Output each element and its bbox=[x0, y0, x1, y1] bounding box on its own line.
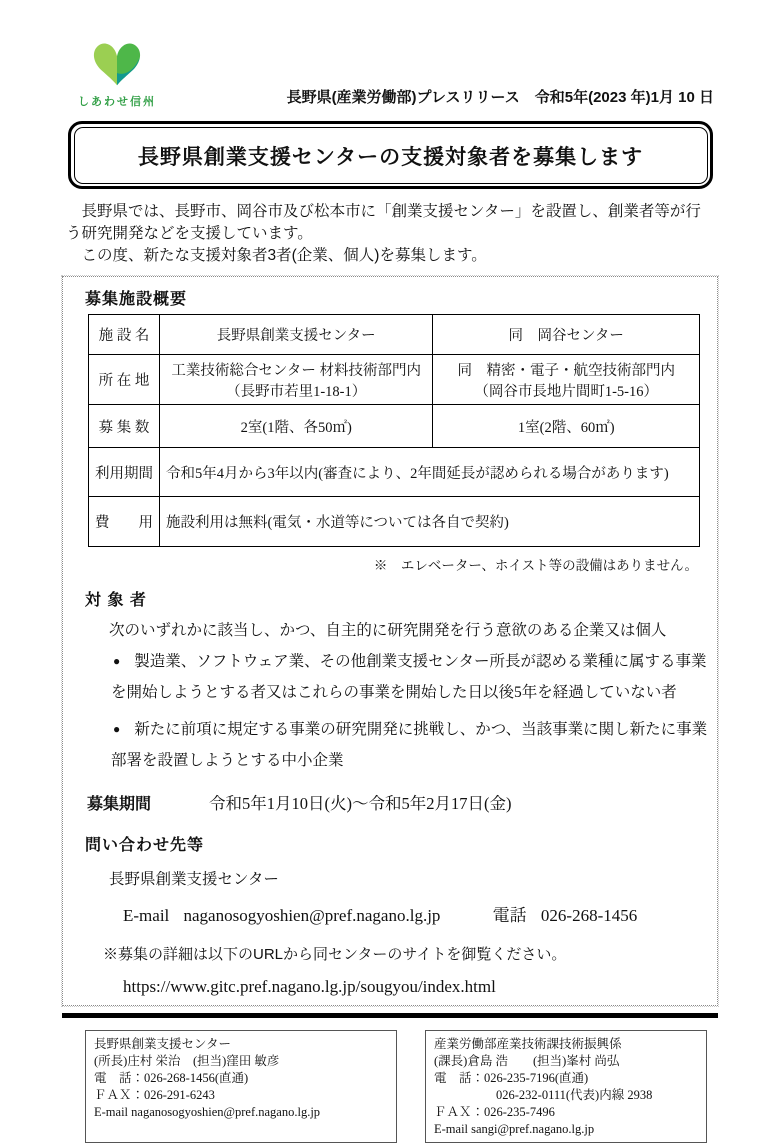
footer-right-org: 産業労働部産業技術課技術振興係 bbox=[434, 1036, 622, 1051]
page-title: 長野県創業支援センターの支援対象者を募集します bbox=[74, 127, 708, 184]
address-line: （岡谷市長地片間町1-5-16） bbox=[474, 383, 659, 400]
heart-leaf-icon bbox=[87, 36, 147, 92]
bullet-icon: ● bbox=[113, 722, 121, 737]
facility-table bbox=[88, 314, 700, 547]
target-bullet-1-text: 製造業、ソフトウェア業、その他創業支援センター所長が認める業種に属する事業を開始しようとする者又はこれらの事業を開始した日以後5年を経過していない者 bbox=[111, 653, 707, 702]
usage-term-value: 令和5年4月から3年以内(審査により、2年間延長が認められる場合があります) bbox=[160, 448, 700, 497]
tel-label: 電話 bbox=[492, 906, 527, 926]
email-address: naganosogyoshien@pref.nagano.lg.jp bbox=[183, 906, 441, 926]
intro-paragraph-2: この度、新たな支援対象者3者(企業、個人)を募集します。 bbox=[81, 247, 487, 265]
shiawase-shinshu-logo bbox=[74, 36, 160, 109]
address-line: 同 精密・電子・航空技術部門内 bbox=[457, 362, 675, 379]
nagano-center-address bbox=[160, 355, 433, 405]
table-row-cost bbox=[89, 497, 700, 547]
footer-left-fax: ＦＡＸ：026-291-6243 bbox=[94, 1087, 215, 1102]
footer-divider bbox=[62, 1013, 718, 1018]
table-row-address bbox=[89, 355, 700, 405]
target-bullet-2-text: 新たに前項に規定する事業の研究開発に挑戦し、かつ、当該事業に関し新たに事業部署を設置しようとする中小企業 bbox=[111, 721, 708, 770]
footer-box-sogyo-center bbox=[85, 1030, 397, 1143]
title-box bbox=[68, 121, 713, 189]
address-line: （長野市若里1-18-1） bbox=[226, 383, 367, 400]
footer-right-persons: (課長)倉島 浩 (担当)峯村 尚弘 bbox=[434, 1053, 620, 1068]
cost-value: 施設利用は無料(電気・水道等については各自で契約) bbox=[160, 497, 700, 547]
address-line: 工業技術総合センター 材料技術部門内 bbox=[171, 362, 421, 379]
nagano-center-name: 長野県創業支援センター bbox=[160, 315, 433, 355]
application-period-row bbox=[87, 790, 700, 814]
table-note: ※ エレベーター、ホイスト等の設備はありません。 bbox=[373, 558, 698, 574]
application-period-label: 募集期間 bbox=[87, 796, 152, 814]
row-label: 募 集 数 bbox=[89, 405, 160, 448]
target-bullet-1 bbox=[111, 646, 721, 708]
nagano-room-count: 2室(1階、各50㎡) bbox=[160, 405, 433, 448]
intro-paragraph-1: 長野県では、長野市、岡谷市及び松本市に「創業支援センター」を設置し、創業者等が行う研究開発などを支援しています。 bbox=[66, 203, 701, 243]
okaya-center-name: 同 岡谷センター bbox=[433, 315, 700, 355]
url-note: ※募集の詳細は以下のURLから同センターのサイトを御覧ください。 bbox=[103, 946, 567, 964]
contact-email-row bbox=[123, 901, 700, 926]
footer-right-fax: ＦＡＸ：026-235-7496 bbox=[434, 1104, 555, 1119]
press-release-dateline: 長野県(産業労働部)プレスリリース 令和5年(2023 年)1月 10 日 bbox=[286, 89, 714, 106]
footer-contact-boxes bbox=[0, 1030, 780, 1143]
target-lead: 次のいずれかに該当し、かつ、自主的に研究開発を行う意欲のある企業又は個人 bbox=[109, 622, 667, 640]
contact-organization: 長野県創業支援センター bbox=[109, 871, 279, 889]
footer-left-tel: 電 話：026-268-1456(直通) bbox=[94, 1070, 249, 1085]
okaya-center-address bbox=[433, 355, 700, 405]
footer-left-email: E-mail naganosogyoshien@pref.nagano.lg.jp bbox=[94, 1104, 321, 1119]
email-label: E-mail bbox=[123, 906, 170, 926]
footer-right-email: E-mail sangi@pref.nagano.lg.jp bbox=[434, 1121, 595, 1136]
row-label: 利用期間 bbox=[89, 448, 160, 497]
row-label: 費 用 bbox=[89, 497, 160, 547]
center-site-url[interactable]: https://www.gitc.pref.nagano.lg.jp/sougyou/index.html bbox=[123, 977, 496, 997]
table-row-room-count bbox=[89, 405, 700, 448]
table-row-facility-name bbox=[89, 315, 700, 355]
okaya-room-count: 1室(2階、60㎡) bbox=[433, 405, 700, 448]
logo-caption: しあわせ信州 bbox=[78, 96, 156, 108]
facility-overview-heading: 募集施設概要 bbox=[85, 291, 188, 309]
footer-left-org: 長野県創業支援センター bbox=[94, 1036, 232, 1051]
bullet-icon: ● bbox=[113, 654, 121, 669]
footer-left-persons: (所長)庄村 栄治 (担当)窪田 敏彦 bbox=[94, 1053, 280, 1068]
intro-paragraphs bbox=[66, 201, 716, 267]
application-period-value: 令和5年1月10日(火)～令和5年2月17日(金) bbox=[209, 794, 512, 814]
tel-number: 026-268-1456 bbox=[540, 906, 638, 926]
main-content-box bbox=[62, 276, 718, 1006]
table-row-usage-term bbox=[89, 448, 700, 497]
row-label: 施 設 名 bbox=[89, 315, 160, 355]
page-header bbox=[0, 0, 780, 109]
target-bullet-2 bbox=[111, 714, 721, 776]
row-label: 所 在 地 bbox=[89, 355, 160, 405]
footer-box-sangyo-division bbox=[425, 1030, 707, 1143]
contact-heading: 問い合わせ先等 bbox=[85, 837, 205, 855]
footer-right-tel1: 電 話：026-235-7196(直通) bbox=[434, 1070, 589, 1085]
footer-right-tel2: 026-232-0111(代表)内線 2938 bbox=[496, 1087, 653, 1102]
target-heading: 対 象 者 bbox=[85, 592, 147, 610]
